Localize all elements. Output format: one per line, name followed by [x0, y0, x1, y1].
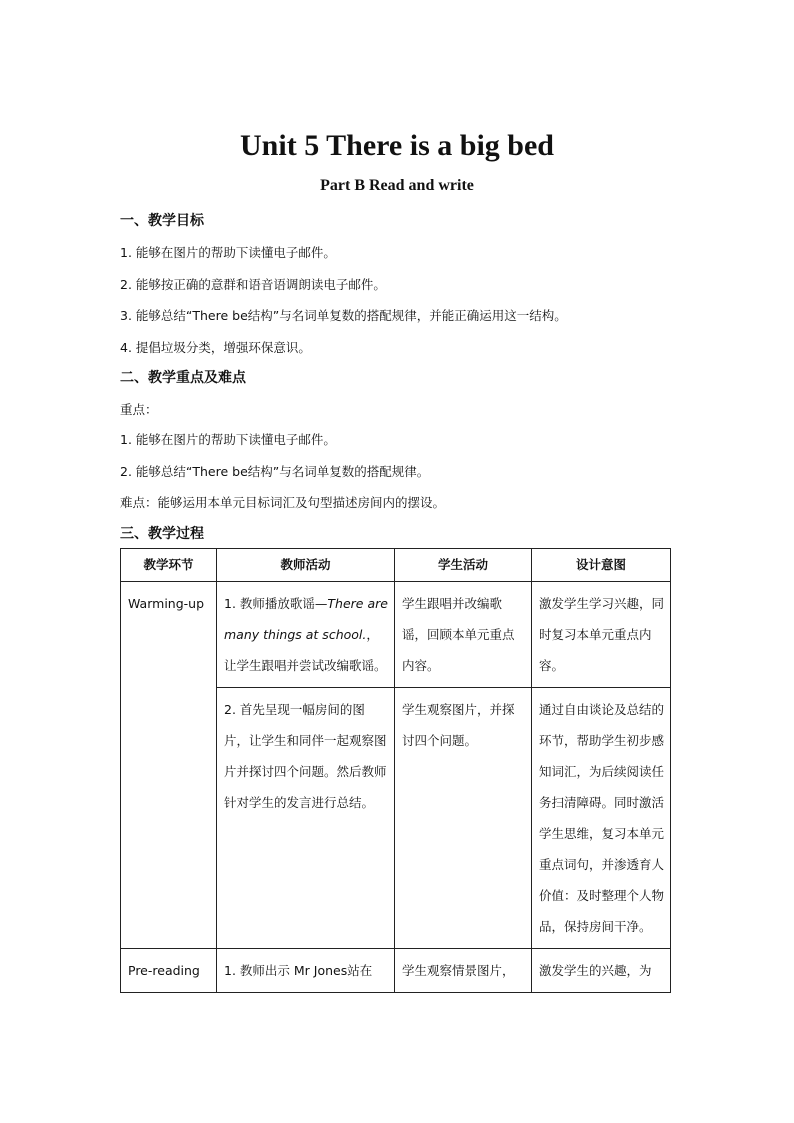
teacher-activity-text: ，让学生跟唱并尝试改编歌谣。 [224, 627, 387, 673]
student-activity-cell: 学生观察情景图片， [395, 949, 532, 993]
student-activity-cell: 学生观察图片，并探讨四个问题。 [395, 688, 532, 949]
design-purpose-cell: 激发学生学习兴趣，同时复习本单元重点内容。 [532, 582, 671, 688]
objective-item: 1. 能够在图片的帮助下读懂电子邮件。 [120, 245, 336, 260]
design-purpose-cell: 激发学生的兴趣，为 [532, 949, 671, 993]
table-row [121, 949, 671, 993]
keypoint-item: 2. 能够总结“There be结构”与名词单复数的搭配规律。 [120, 464, 430, 479]
section-heading-keypoints: 二、教学重点及难点 [120, 370, 246, 386]
student-activity-cell: 学生跟唱并改编歌谣，回顾本单元重点内容。 [395, 582, 532, 688]
table-row [121, 582, 671, 688]
table-header-row [121, 549, 671, 582]
page-subtitle: Part B Read and write [320, 177, 474, 194]
stage-cell: Warming-up [121, 582, 217, 949]
column-header: 学生活动 [395, 549, 532, 582]
page-bottom-margin [0, 1020, 794, 1123]
teacher-activity-cell: 1. 教师出示 Mr Jones站在 [217, 949, 395, 993]
objective-item: 2. 能够按正确的意群和语音语调朗读电子邮件。 [120, 277, 386, 292]
difficulty-text: 难点：能够运用本单元目标词汇及句型描述房间内的摆设。 [120, 495, 446, 510]
teacher-activity-cell: 2. 首先呈现一幅房间的图片，让学生和同伴一起观察图片并探讨四个问题。然后教师针对学生的发言进行总结。 [217, 688, 395, 949]
column-header: 教师活动 [217, 549, 395, 582]
teacher-activity-text: 1. 教师播放歌谣— [224, 596, 328, 611]
column-header: 设计意图 [532, 549, 671, 582]
page-title: Unit 5 There is a big bed [240, 129, 554, 162]
column-header: 教学环节 [121, 549, 217, 582]
section-heading-process: 三、教学过程 [120, 526, 204, 542]
key-label: 重点： [120, 402, 158, 417]
teacher-activity-cell [217, 582, 395, 688]
keypoint-item: 1. 能够在图片的帮助下读懂电子邮件。 [120, 432, 336, 447]
section-heading-objectives: 一、教学目标 [120, 213, 204, 229]
objective-item: 4. 提倡垃圾分类，增强环保意识。 [120, 340, 311, 355]
lesson-process-table [120, 548, 671, 993]
song-title: There are many things at school. [224, 596, 388, 642]
stage-cell: Pre-reading [121, 949, 217, 993]
objective-item: 3. 能够总结“There be结构”与名词单复数的搭配规律，并能正确运用这一结构。 [120, 308, 567, 323]
design-purpose-cell: 通过自由谈论及总结的环节，帮助学生初步感知词汇，为后续阅读任务扫清障碍。同时激活学生思维，复习本单元重点词句，并渗透育人价值：及时整理个人物品，保持房间干净。 [532, 688, 671, 949]
